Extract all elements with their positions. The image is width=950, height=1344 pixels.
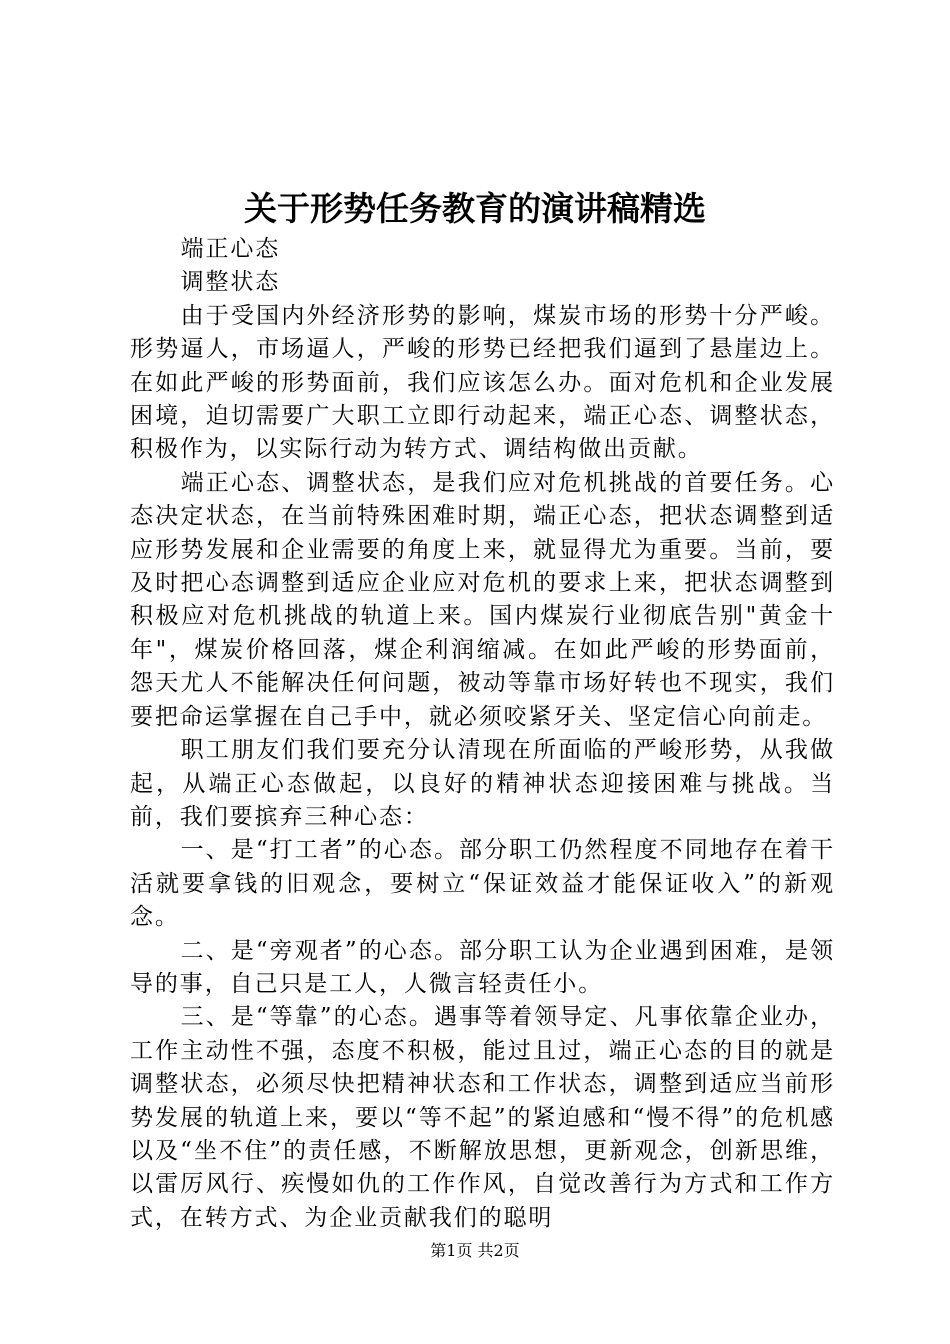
page-footer: 第1页 共2页 [430, 1241, 520, 1260]
paragraph: 由于受国内外经济形势的影响，煤炭市场的形势十分严峻。形势逼人，市场逼人，严峻的形势已经把我们逼到了悬崖边上。在如此严峻的形势面前，我们应该怎么办。面对危机和企业发展困境，迫切需要广大职工立即行动起来，端正心态、调整状态，积极作为，以实际行动为转方式、调结构做出贡献。 [130, 302, 835, 463]
document-title: 关于形势任务教育的演讲稿精选 [244, 189, 706, 228]
document-body [130, 233, 835, 1235]
paragraph: 端正心态 [180, 236, 281, 262]
paragraph: 端正心态、调整状态，是我们应对危机挑战的首要任务。心态决定状态，在当前特殊困难时期，端正心态，把状态调整到适应形势发展和企业需要的角度上来，就显得尤为重要。当前，要及时把心态调整到适应企业应对危机的要求上来，把状态调整到积极应对危机挑战的轨道上来。国内煤炭行业彻底告别"黄金十年"，煤炭价格回落，煤企利润缩减。在如此严峻的形势面前，怨天尤人不能解决任何问题，被动等靠市场好转也不现实，我们要把命运掌握在自己手中，就必须咬紧牙关、坚定信心向前走。 [130, 469, 835, 730]
paragraph: 三、是“等靠”的心态。遇事等着领导定、凡事依靠企业办，工作主动性不强，态度不积极，能过且过，端正心态的目的就是调整状态，必须尽快把精神状态和工作状态，调整到适应当前形势发展的轨道上来，要以“等不起”的紧迫感和“慢不得”的危机感以及“坐不住”的责任感，不断解放思想，更新观念，创新思维，以雷厉风行、疾慢如仇的工作作风，自觉改善行为方式和工作方式，在转方式、为企业贡献我们的聪明 [130, 1004, 835, 1231]
paragraph: 调整状态 [180, 269, 281, 296]
paragraph: 职工朋友们我们要充分认清现在所面临的严峻形势，从我做起，从端正心态做起，以良好的精神状态迎接困难与挑战。当前，我们要摈弃三种心态： [130, 737, 835, 830]
paragraph: 一、是“打工者”的心态。部分职工仍然程度不同地存在着干活就要拿钱的旧观念，要树立“保证效益才能保证收入”的新观念。 [130, 837, 835, 931]
paragraph: 二、是“旁观者”的心态。部分职工认为企业遇到困难，是领导的事，自己只是工人，人微言轻责任小。 [130, 937, 835, 997]
